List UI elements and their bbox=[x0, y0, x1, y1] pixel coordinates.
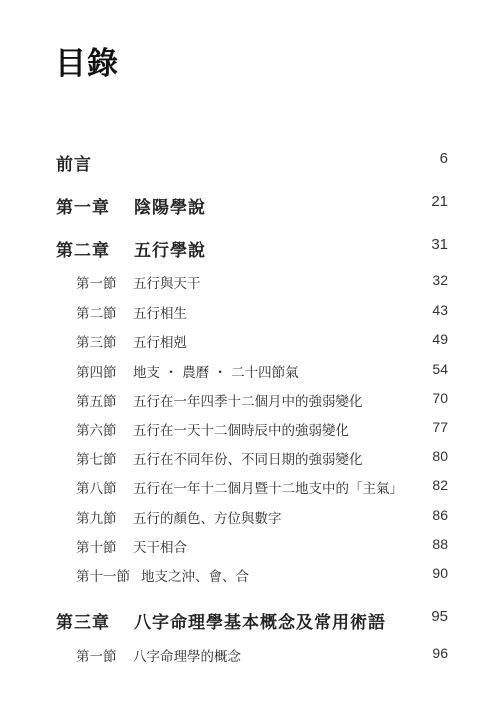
toc-entry-section[interactable] bbox=[76, 361, 448, 381]
toc-entry-section[interactable] bbox=[76, 477, 448, 497]
entry-number: 第七節 bbox=[76, 452, 117, 468]
entry-page: 80 bbox=[432, 448, 448, 464]
entry-number: 第三章 bbox=[56, 613, 110, 633]
entry-page: 95 bbox=[431, 608, 448, 625]
toc-entry-preface[interactable] bbox=[56, 150, 448, 175]
entry-page: 96 bbox=[432, 645, 448, 661]
entry-page: 82 bbox=[432, 477, 448, 493]
entry-number: 第十節 bbox=[76, 540, 117, 556]
toc-entry-section[interactable] bbox=[76, 645, 448, 665]
entry-number: 第三節 bbox=[76, 335, 117, 351]
entry-title: 五行在一年四季十二個月中的強弱變化 bbox=[133, 394, 363, 410]
entry-page: 88 bbox=[432, 536, 448, 552]
entry-page: 54 bbox=[432, 361, 448, 377]
toc-entry-section[interactable] bbox=[76, 448, 448, 468]
entry-page: 49 bbox=[432, 331, 448, 347]
entry-page: 86 bbox=[432, 507, 448, 523]
entry-number: 第二章 bbox=[56, 241, 110, 261]
entry-title: 地支之沖、會、合 bbox=[141, 569, 249, 585]
entry-number: 第一節 bbox=[76, 649, 117, 665]
toc-entry-section[interactable] bbox=[76, 507, 448, 527]
toc-entry-chapter-1[interactable] bbox=[56, 193, 448, 218]
entry-page: 31 bbox=[431, 236, 448, 253]
entry-title: 五行與天干 bbox=[133, 276, 201, 292]
entry-page: 90 bbox=[432, 565, 448, 581]
toc-entry-section[interactable] bbox=[76, 565, 448, 585]
entry-title: 陰陽學說 bbox=[134, 198, 206, 218]
entry-page: 21 bbox=[431, 193, 448, 210]
entry-page: 32 bbox=[432, 272, 448, 288]
toc-entry-chapter-3[interactable] bbox=[56, 608, 448, 633]
entry-title: 五行在一天十二個時辰中的強弱變化 bbox=[133, 423, 349, 439]
entry-title: 五行相生 bbox=[133, 306, 187, 322]
entry-number: 第二節 bbox=[76, 306, 117, 322]
entry-title: 八字命理學基本概念及常用術語 bbox=[134, 613, 386, 633]
entry-number: 前言 bbox=[56, 155, 92, 175]
page-title: 目錄 bbox=[55, 46, 119, 82]
entry-number: 第五節 bbox=[76, 394, 117, 410]
toc-entry-section[interactable] bbox=[76, 331, 448, 351]
entry-title: 五行在不同年份、不同日期的強弱變化 bbox=[133, 452, 363, 468]
entry-number: 第一章 bbox=[56, 198, 110, 218]
entry-number: 第四節 bbox=[76, 365, 117, 381]
entry-number: 第十一節 bbox=[76, 569, 130, 585]
toc-entry-section[interactable] bbox=[76, 272, 448, 292]
entry-title: 天干相合 bbox=[133, 540, 187, 556]
entry-page: 77 bbox=[432, 419, 448, 435]
entry-page: 6 bbox=[439, 150, 448, 167]
toc-entry-section[interactable] bbox=[76, 302, 448, 322]
entry-number: 第九節 bbox=[76, 511, 117, 527]
entry-title: 五行在一年十二個月暨十二地支中的「主氣」 bbox=[133, 481, 403, 497]
entry-title: 五行的顏色、方位與數字 bbox=[133, 511, 282, 527]
entry-title: 地支 ・ 農曆 ・ 二十四節氣 bbox=[133, 365, 299, 381]
entry-title: 八字命理學的概念 bbox=[133, 649, 241, 665]
toc-entry-section[interactable] bbox=[76, 419, 448, 439]
toc-entry-section[interactable] bbox=[76, 536, 448, 556]
entry-page: 70 bbox=[432, 390, 448, 406]
entry-number: 第八節 bbox=[76, 481, 117, 497]
entry-title: 五行相剋 bbox=[133, 335, 187, 351]
toc-entry-section[interactable] bbox=[76, 390, 448, 410]
toc-entry-chapter-2[interactable] bbox=[56, 236, 448, 261]
entry-page: 43 bbox=[432, 302, 448, 318]
entry-number: 第六節 bbox=[76, 423, 117, 439]
entry-title: 五行學說 bbox=[134, 241, 206, 261]
entry-number: 第一節 bbox=[76, 276, 117, 292]
